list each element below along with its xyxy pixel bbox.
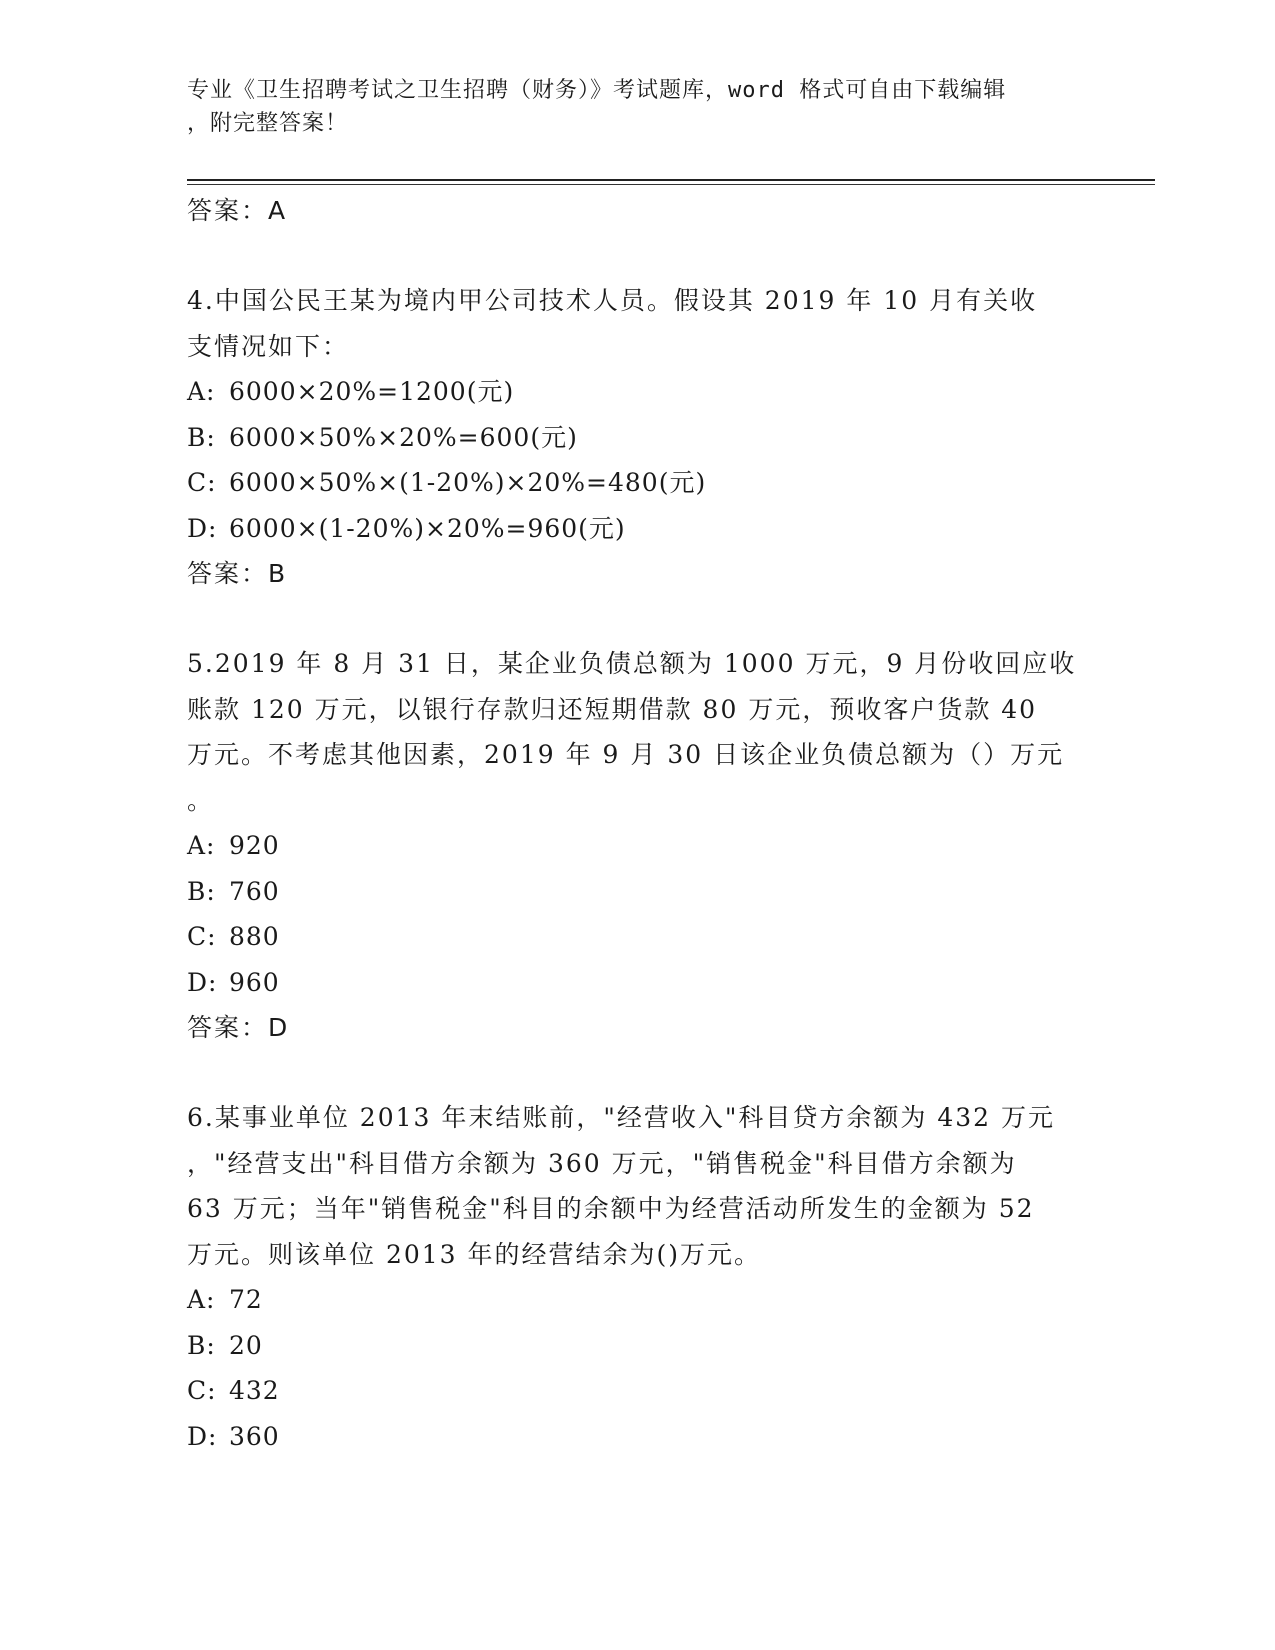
option-key: A:: [187, 831, 216, 860]
option-d: [187, 1414, 1107, 1460]
document-header: [187, 74, 1087, 140]
option-key: C:: [187, 468, 217, 497]
question-text: 万元。不考虑其他因素，2019 年 9 月 30 日该企业负债总额为（）万元: [187, 740, 1065, 769]
option-key: A:: [187, 377, 216, 406]
answer-line: 答案：B: [187, 559, 288, 588]
option-key: B:: [187, 876, 216, 906]
question-6: [187, 1095, 1107, 1459]
header-divider-thin: [187, 184, 1155, 185]
option-a: [187, 823, 1107, 869]
option-key: D:: [187, 1421, 218, 1451]
question-text: 6.某事业单位 2013 年末结账前，"经营收入"科目贷方余额为 432 万元: [187, 1103, 1055, 1132]
option-c: [187, 914, 1107, 960]
question-text: 63 万元；当年"销售税金"科目的余额中为经营活动所发生的金额为 52: [187, 1194, 1035, 1223]
question-text: 4.中国公民王某为境内甲公司技术人员。假设其 2019 年 10 月有关收: [187, 286, 1038, 315]
question-text: 万元。则该单位 2013 年的经营结余为()万元。: [187, 1239, 762, 1269]
question-5: [187, 641, 1107, 1050]
option-d: [187, 506, 1107, 552]
option-key: B:: [187, 1330, 216, 1360]
option-a: [187, 369, 1107, 415]
question-4: [187, 278, 1107, 596]
option-key: D:: [187, 967, 218, 997]
answer-line: 答案：A: [187, 196, 288, 225]
option-b: [187, 869, 1107, 915]
option-key: C:: [187, 1376, 217, 1405]
option-text: 960: [229, 967, 280, 997]
document-body: [187, 188, 1107, 1459]
option-text: 6000×20%=1200(元): [229, 377, 515, 406]
option-text: 432: [229, 1376, 280, 1405]
question-text: 5.2019 年 8 月 31 日，某企业负债总额为 1000 万元，9 月份收回应收: [187, 649, 1077, 678]
question-text: ，"经营支出"科目借方余额为 360 万元，"销售税金"科目借方余额为: [187, 1148, 1017, 1178]
option-key: C:: [187, 922, 217, 951]
option-text: 6000×50%×(1-20%)×20%=480(元): [229, 468, 707, 497]
header-line: ，附完整答案！: [187, 111, 349, 136]
option-text: 72: [229, 1285, 263, 1314]
option-text: 760: [229, 876, 280, 906]
option-text: 880: [229, 922, 280, 951]
option-text: 20: [229, 1330, 263, 1360]
option-text: 920: [229, 831, 280, 860]
option-key: B:: [187, 422, 216, 452]
header-divider: [187, 179, 1155, 181]
option-text: 6000×(1-20%)×20%=960(元): [229, 513, 626, 543]
option-c: [187, 1368, 1107, 1414]
question-text: 。: [187, 785, 215, 815]
option-key: D:: [187, 513, 218, 543]
option-key: A:: [187, 1285, 216, 1314]
answer-line: 答案：D: [187, 1013, 290, 1042]
option-text: 6000×50%×20%=600(元): [229, 422, 578, 452]
option-c: [187, 460, 1107, 506]
question-text: 账款 120 万元，以银行存款归还短期借款 80 万元，预收客户货款 40: [187, 694, 1038, 724]
option-a: [187, 1277, 1107, 1323]
option-text: 360: [229, 1421, 280, 1451]
option-b: [187, 415, 1107, 461]
header-line: 专业《卫生招聘考试之卫生招聘（财务）》考试题库，word 格式可自由下载编辑: [187, 78, 1007, 103]
question-text: 支情况如下：: [187, 331, 350, 361]
option-b: [187, 1323, 1107, 1369]
option-d: [187, 960, 1107, 1006]
